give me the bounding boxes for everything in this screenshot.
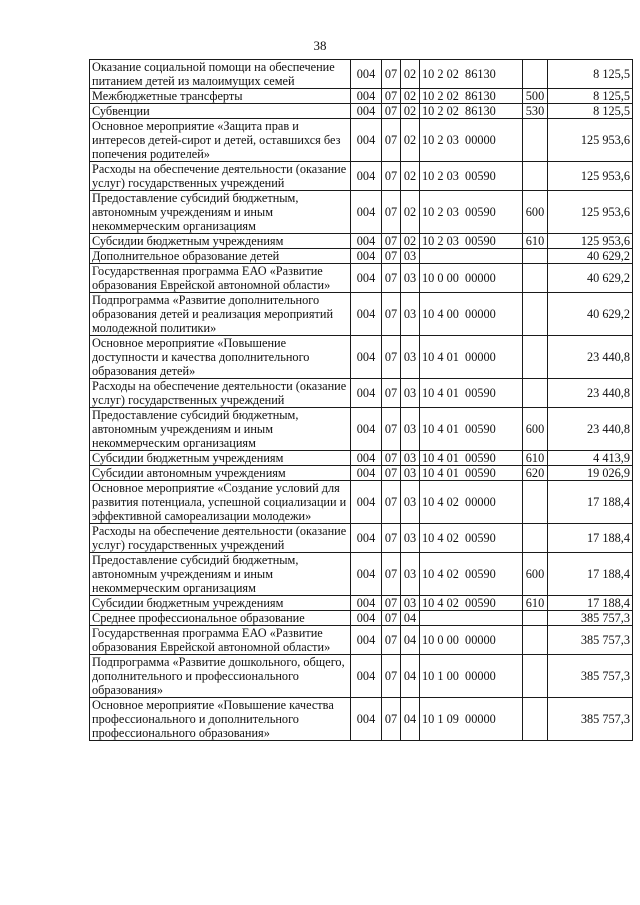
row-target-article-cell: 10 4 01 00590 [420, 408, 523, 451]
row-target-article-cell [420, 249, 523, 264]
row-target-article-cell: 10 2 03 00590 [420, 191, 523, 234]
table-row [90, 60, 633, 89]
row-sum-cell: 4 413,9 [548, 451, 633, 466]
row-sum-cell: 40 629,2 [548, 293, 633, 336]
row-section-cell: 07 [382, 104, 401, 119]
table-row [90, 553, 633, 596]
row-target-article-cell: 10 2 03 00590 [420, 162, 523, 191]
row-grbs-cell: 004 [351, 264, 382, 293]
row-name-cell: Основное мероприятие «Повышение качества профессионального и дополнительного профессионального образования» [90, 698, 351, 741]
table-row [90, 119, 633, 162]
table-row [90, 611, 633, 626]
row-expense-type-cell [523, 264, 548, 293]
row-name-cell: Субсидии бюджетным учреждениям [90, 234, 351, 249]
row-name-cell: Межбюджетные трансферты [90, 89, 351, 104]
row-section-cell: 07 [382, 626, 401, 655]
row-expense-type-cell: 600 [523, 408, 548, 451]
row-expense-type-cell [523, 162, 548, 191]
row-section-cell: 07 [382, 698, 401, 741]
row-expense-type-cell [523, 60, 548, 89]
row-expense-type-cell [523, 611, 548, 626]
row-target-article-cell: 10 4 01 00590 [420, 466, 523, 481]
row-name-cell: Расходы на обеспечение деятельности (оказание услуг) государственных учреждений [90, 524, 351, 553]
row-grbs-cell: 004 [351, 119, 382, 162]
row-sum-cell: 8 125,5 [548, 104, 633, 119]
row-sum-cell: 23 440,8 [548, 336, 633, 379]
row-subsection-cell: 02 [401, 60, 420, 89]
row-grbs-cell: 004 [351, 698, 382, 741]
row-section-cell: 07 [382, 408, 401, 451]
row-expense-type-cell [523, 626, 548, 655]
row-grbs-cell: 004 [351, 553, 382, 596]
row-grbs-cell: 004 [351, 293, 382, 336]
row-grbs-cell: 004 [351, 655, 382, 698]
row-grbs-cell: 004 [351, 626, 382, 655]
row-name-cell: Дополнительное образование детей [90, 249, 351, 264]
row-expense-type-cell [523, 481, 548, 524]
row-expense-type-cell: 610 [523, 451, 548, 466]
row-grbs-cell: 004 [351, 611, 382, 626]
row-subsection-cell: 02 [401, 162, 420, 191]
row-target-article-cell: 10 4 00 00000 [420, 293, 523, 336]
row-expense-type-cell [523, 249, 548, 264]
row-subsection-cell: 02 [401, 119, 420, 162]
row-expense-type-cell: 610 [523, 596, 548, 611]
row-section-cell: 07 [382, 89, 401, 104]
row-name-cell: Подпрограмма «Развитие дополнительного образования детей и реализация мероприятий молодежной политики» [90, 293, 351, 336]
row-name-cell: Предоставление субсидий бюджетным, автономным учреждениям и иным некоммерческим организациям [90, 553, 351, 596]
row-sum-cell: 125 953,6 [548, 119, 633, 162]
row-expense-type-cell: 500 [523, 89, 548, 104]
table-row [90, 466, 633, 481]
table-row [90, 481, 633, 524]
row-section-cell: 07 [382, 596, 401, 611]
row-section-cell: 07 [382, 611, 401, 626]
row-name-cell: Субвенции [90, 104, 351, 119]
table-row [90, 451, 633, 466]
row-grbs-cell: 004 [351, 60, 382, 89]
row-sum-cell: 385 757,3 [548, 698, 633, 741]
row-subsection-cell: 03 [401, 481, 420, 524]
row-name-cell: Расходы на обеспечение деятельности (оказание услуг) государственных учреждений [90, 379, 351, 408]
row-target-article-cell: 10 1 09 00000 [420, 698, 523, 741]
row-sum-cell: 8 125,5 [548, 60, 633, 89]
row-section-cell: 07 [382, 234, 401, 249]
row-section-cell: 07 [382, 191, 401, 234]
row-name-cell: Субсидии бюджетным учреждениям [90, 596, 351, 611]
table-row [90, 89, 633, 104]
table-row [90, 336, 633, 379]
row-subsection-cell: 03 [401, 466, 420, 481]
row-grbs-cell: 004 [351, 89, 382, 104]
row-section-cell: 07 [382, 481, 401, 524]
row-section-cell: 07 [382, 655, 401, 698]
row-section-cell: 07 [382, 466, 401, 481]
row-name-cell: Оказание социальной помощи на обеспечение питанием детей из малоимущих семей [90, 60, 351, 89]
row-section-cell: 07 [382, 451, 401, 466]
row-grbs-cell: 004 [351, 524, 382, 553]
row-sum-cell: 17 188,4 [548, 524, 633, 553]
row-section-cell: 07 [382, 60, 401, 89]
row-target-article-cell: 10 2 03 00590 [420, 234, 523, 249]
table-row [90, 698, 633, 741]
table-row [90, 104, 633, 119]
row-sum-cell: 40 629,2 [548, 249, 633, 264]
table-row [90, 162, 633, 191]
row-target-article-cell: 10 2 02 86130 [420, 104, 523, 119]
table-row [90, 249, 633, 264]
row-target-article-cell: 10 1 00 00000 [420, 655, 523, 698]
row-name-cell: Основное мероприятие «Создание условий для развития потенциала, успешной социализации и эффективной самореализации молодежи» [90, 481, 351, 524]
row-grbs-cell: 004 [351, 336, 382, 379]
row-target-article-cell: 10 4 02 00590 [420, 553, 523, 596]
row-sum-cell: 385 757,3 [548, 626, 633, 655]
row-expense-type-cell: 600 [523, 191, 548, 234]
table-row [90, 655, 633, 698]
row-expense-type-cell [523, 698, 548, 741]
row-section-cell: 07 [382, 293, 401, 336]
row-subsection-cell: 03 [401, 293, 420, 336]
row-sum-cell: 125 953,6 [548, 234, 633, 249]
row-section-cell: 07 [382, 336, 401, 379]
row-name-cell: Государственная программа ЕАО «Развитие образования Еврейской автономной области» [90, 264, 351, 293]
row-expense-type-cell: 610 [523, 234, 548, 249]
row-grbs-cell: 004 [351, 451, 382, 466]
table-row [90, 191, 633, 234]
row-section-cell: 07 [382, 162, 401, 191]
row-subsection-cell: 04 [401, 698, 420, 741]
row-target-article-cell: 10 2 02 86130 [420, 60, 523, 89]
row-section-cell: 07 [382, 249, 401, 264]
row-grbs-cell: 004 [351, 249, 382, 264]
row-grbs-cell: 004 [351, 466, 382, 481]
row-subsection-cell: 03 [401, 249, 420, 264]
row-subsection-cell: 02 [401, 234, 420, 249]
row-subsection-cell: 03 [401, 379, 420, 408]
row-target-article-cell: 10 0 00 00000 [420, 264, 523, 293]
row-expense-type-cell [523, 119, 548, 162]
row-grbs-cell: 004 [351, 408, 382, 451]
table-row [90, 293, 633, 336]
row-subsection-cell: 03 [401, 264, 420, 293]
row-target-article-cell: 10 0 00 00000 [420, 626, 523, 655]
row-section-cell: 07 [382, 553, 401, 596]
row-subsection-cell: 02 [401, 104, 420, 119]
row-grbs-cell: 004 [351, 234, 382, 249]
row-name-cell: Субсидии бюджетным учреждениям [90, 451, 351, 466]
row-expense-type-cell [523, 293, 548, 336]
budget-table-body [90, 60, 633, 741]
row-sum-cell: 19 026,9 [548, 466, 633, 481]
row-sum-cell: 17 188,4 [548, 481, 633, 524]
row-grbs-cell: 004 [351, 379, 382, 408]
row-name-cell: Основное мероприятие «Повышение доступности и качества дополнительного образования детей» [90, 336, 351, 379]
row-subsection-cell: 03 [401, 596, 420, 611]
row-subsection-cell: 04 [401, 626, 420, 655]
row-section-cell: 07 [382, 379, 401, 408]
row-sum-cell: 23 440,8 [548, 379, 633, 408]
row-name-cell: Субсидии автономным учреждениям [90, 466, 351, 481]
table-row [90, 408, 633, 451]
row-sum-cell: 23 440,8 [548, 408, 633, 451]
row-expense-type-cell [523, 524, 548, 553]
row-expense-type-cell [523, 379, 548, 408]
page-number: 38 [313, 38, 327, 53]
row-subsection-cell: 04 [401, 655, 420, 698]
row-expense-type-cell: 620 [523, 466, 548, 481]
row-subsection-cell: 03 [401, 553, 420, 596]
row-sum-cell: 385 757,3 [548, 655, 633, 698]
row-sum-cell: 40 629,2 [548, 264, 633, 293]
row-name-cell: Основное мероприятие «Защита прав и интересов детей-сирот и детей, оставшихся без попечения родителей» [90, 119, 351, 162]
row-sum-cell: 125 953,6 [548, 191, 633, 234]
row-name-cell: Расходы на обеспечение деятельности (оказание услуг) государственных учреждений [90, 162, 351, 191]
row-subsection-cell: 02 [401, 191, 420, 234]
budget-table [89, 59, 633, 741]
row-subsection-cell: 02 [401, 89, 420, 104]
row-subsection-cell: 04 [401, 611, 420, 626]
row-target-article-cell [420, 611, 523, 626]
table-row [90, 596, 633, 611]
row-name-cell: Предоставление субсидий бюджетным, автономным учреждениям и иным некоммерческим организациям [90, 408, 351, 451]
row-grbs-cell: 004 [351, 481, 382, 524]
row-sum-cell: 17 188,4 [548, 596, 633, 611]
row-target-article-cell: 10 4 01 00590 [420, 379, 523, 408]
row-target-article-cell: 10 4 01 00590 [420, 451, 523, 466]
row-section-cell: 07 [382, 524, 401, 553]
row-target-article-cell: 10 2 03 00000 [420, 119, 523, 162]
row-section-cell: 07 [382, 264, 401, 293]
row-grbs-cell: 004 [351, 104, 382, 119]
table-row [90, 626, 633, 655]
row-target-article-cell: 10 4 02 00000 [420, 481, 523, 524]
row-expense-type-cell [523, 655, 548, 698]
row-subsection-cell: 03 [401, 451, 420, 466]
row-sum-cell: 125 953,6 [548, 162, 633, 191]
row-name-cell: Предоставление субсидий бюджетным, автономным учреждениям и иным некоммерческим организациям [90, 191, 351, 234]
table-row [90, 234, 633, 249]
row-name-cell: Подпрограмма «Развитие дошкольного, общего, дополнительного и профессионального образования» [90, 655, 351, 698]
row-grbs-cell: 004 [351, 596, 382, 611]
row-target-article-cell: 10 4 02 00590 [420, 524, 523, 553]
row-subsection-cell: 03 [401, 408, 420, 451]
table-row [90, 524, 633, 553]
row-sum-cell: 385 757,3 [548, 611, 633, 626]
row-name-cell: Среднее профессиональное образование [90, 611, 351, 626]
row-target-article-cell: 10 4 01 00000 [420, 336, 523, 379]
row-expense-type-cell: 530 [523, 104, 548, 119]
row-grbs-cell: 004 [351, 191, 382, 234]
row-expense-type-cell: 600 [523, 553, 548, 596]
table-row [90, 264, 633, 293]
row-subsection-cell: 03 [401, 524, 420, 553]
row-sum-cell: 17 188,4 [548, 553, 633, 596]
row-sum-cell: 8 125,5 [548, 89, 633, 104]
row-name-cell: Государственная программа ЕАО «Развитие образования Еврейской автономной области» [90, 626, 351, 655]
row-expense-type-cell [523, 336, 548, 379]
row-target-article-cell: 10 2 02 86130 [420, 89, 523, 104]
row-section-cell: 07 [382, 119, 401, 162]
row-grbs-cell: 004 [351, 162, 382, 191]
table-row [90, 379, 633, 408]
row-target-article-cell: 10 4 02 00590 [420, 596, 523, 611]
row-subsection-cell: 03 [401, 336, 420, 379]
